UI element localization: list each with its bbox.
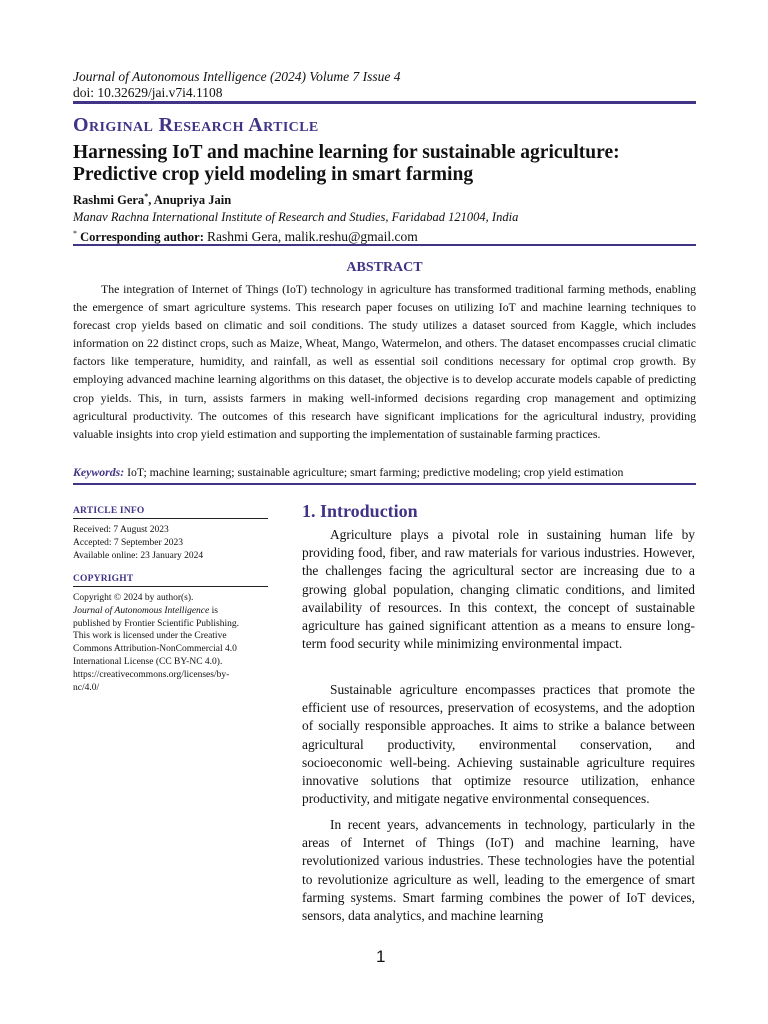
copyright-line: International License (CC BY-NC 4.0). [73, 656, 223, 667]
title-line-2: Predictive crop yield modeling in smart farming [73, 164, 474, 185]
copyright-line-suffix: is [209, 605, 218, 616]
copyright-heading: COPYRIGHT [73, 574, 134, 584]
license-link[interactable]: https://creativecommons.org/licenses/by- [73, 669, 230, 680]
intro-paragraph-3 [302, 816, 695, 925]
abstract-heading: ABSTRACT [346, 260, 423, 275]
accepted-date: Accepted: 7 September 2023 [73, 537, 184, 548]
corr-label: Corresponding author: [80, 230, 204, 245]
intro-paragraph-1 [302, 526, 695, 653]
paragraph: In recent years, advancements in technology, particularly in the areas of Internet of Things (IoT) and machine learning, have revolutionized various industries. These technologies have the potential to revolutionize agriculture as well, leading to the emergence of smart farming systems. Smart farming combines the power of IoT devices, sensors, data analytics, and machine learning [302, 817, 695, 924]
paragraph: Agriculture plays a pivotal role in sustaining human life by providing food, fiber, and raw materials for various industries. However, the challenges facing the agricultural sector are increasing due to a growing global population, changing climatic conditions, and limited availability of resources. In this context, the concept of sustainable agriculture has gained significant attention as a means to ensure long-term food security while minimizing environmental impact. [302, 527, 695, 652]
article-info-divider [73, 518, 268, 519]
received-date: Received: 7 August 2023 [73, 525, 169, 535]
page-number: 1 [376, 947, 386, 966]
author-2: , Anupriya Jain [148, 193, 232, 208]
copyright-line [73, 605, 271, 618]
section-heading-introduction: 1. Introduction [302, 501, 418, 521]
copyright-divider [73, 586, 268, 587]
license-link-cont[interactable]: nc/4.0/ [73, 682, 100, 693]
copyright-text [73, 592, 271, 694]
copyright-line: Copyright © 2024 by author(s). [73, 593, 194, 603]
corr-value: Rashmi Gera, malik.reshu@gmail.com [207, 229, 418, 245]
abstract-top-divider [73, 244, 696, 246]
paper-title [73, 142, 703, 186]
corresponding-author [73, 226, 418, 245]
abstract-bottom-divider [73, 483, 696, 485]
header-divider [73, 101, 696, 104]
intro-paragraph-2 [302, 681, 695, 808]
keywords-label: Keywords: [73, 465, 125, 479]
article-type: Original Research Article [73, 114, 319, 136]
article-info-heading: ARTICLE INFO [73, 506, 145, 516]
paragraph: Sustainable agriculture encompasses practices that promote the efficient use of resources, preservation of ecosystems, and the adoption of socially responsible approaches. It aims to strike a balance between agricultural productivity, environmental conservation, and socioeconomic well-being. Achieving sustainable agriculture requires innovative solutions that optimize resource utilization, enhance productivity, and mitigate negative environmental consequences. [302, 682, 695, 807]
available-date: Available online: 23 January 2024 [73, 550, 204, 561]
authors [73, 189, 231, 208]
article-info-dates [73, 524, 271, 562]
copyright-line: published by Frontier Scientific Publishing. [73, 618, 239, 629]
journal-italic: Journal of Autonomous Intelligence [73, 605, 210, 616]
abstract-text: The integration of Internet of Things (IoT) technology in agriculture has transformed traditional farming methods, enabling the emergence of smart agriculture systems. This research paper focuses on utilizing IoT and machine learning techniques to forecast crop yields based on climatic and soil conditions. The study utilizes a dataset sourced from Kaggle, which includes information on 22 distinct crops, such as Maize, Wheat, Mango, Watermelon, and others. The dataset encompasses crucial climatic factors like temperature, humidity, and rainfall, as well as essential soil conditions necessary for optimal crop growth. By employing advanced machine learning algorithms on this dataset, the objective is to develop accurate models capable of predicting crop yields. This, in turn, assists farmers in making well-informed decisions regarding crop management and optimizing agricultural productivity. The outcomes of this research have significant implications for the agricultural industry, providing valuable insights into crop yield estimation and supporting the implementation of sustainable farming practices. [73, 282, 696, 441]
copyright-line: Commons Attribution-NonCommercial 4.0 [73, 644, 237, 655]
journal-name: Journal of Autonomous Intelligence (2024) Volume 7 Issue 4 [73, 69, 401, 84]
doi: doi: 10.32629/jai.v7i4.1108 [73, 85, 223, 100]
author-1: Rashmi Gera [73, 193, 145, 208]
copyright-line: This work is licensed under the Creative [73, 631, 227, 642]
title-line-1: Harnessing IoT and machine learning for sustainable agriculture: [73, 142, 620, 163]
author-1-mark: * [144, 192, 149, 201]
corr-mark: * [73, 229, 77, 238]
keywords-list: IoT; machine learning; sustainable agriculture; smart farming; predictive modeling; crop yield estimation [127, 465, 624, 479]
keywords [73, 464, 703, 480]
affiliation: Manav Rachna International Institute of Research and Studies, Faridabad 121004, India [73, 210, 519, 224]
